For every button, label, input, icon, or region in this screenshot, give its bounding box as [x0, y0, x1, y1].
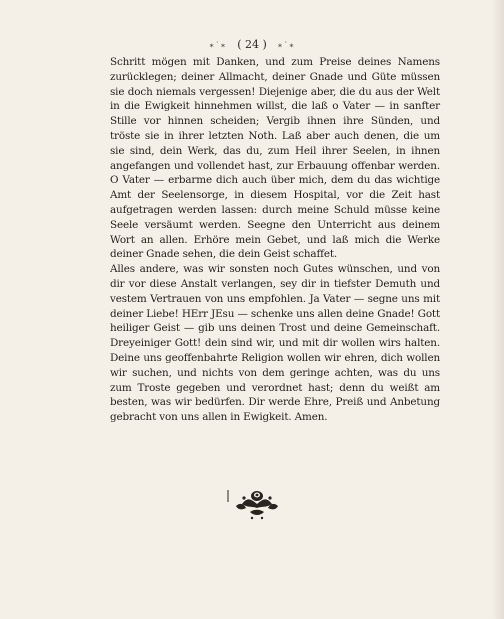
page-edge-shadow [492, 0, 504, 619]
ornament-right: ∗˙∗ [277, 41, 296, 50]
page-number: ( 24 ) [237, 38, 267, 51]
paragraph-1: Schritt mögen mit Danken, und zum Preise deines Namens zurücklegen; deiner Allmacht, deiner Gnade und Güte müssen sie doch niemals vergessen! Diejenige aber, die du aus der Welt in die Ewigkeit hinnehmen willst, die laß o Vater — in sanfter Stille vor hinnen scheiden; Vergib ihnen ihre Sünden, und tröste sie in ihrer letzten Noth. Laß aber auch denen, die um sie sind, dein Werk, das du, zum Heil ihrer Seelen, in ihnen angefangen und vollendet hast, zur Erbauung offenbar werden. O Vater — erbarme dich auch über mich, dem du das wichtige Amt der Seelensorge, in diesem Hospital, vor die Zeit hast aufgetragen werden lassen: durch meine Schuld müsse keine Seele versäumt werden. Seegne den Unterricht aus deinem Wort an allen. Erhöre mein Gebet, und laß mich die Werke deiner Gnade sehen, die dein Geist schaffet. [110, 56, 440, 261]
prayer-text [110, 55, 440, 425]
floral-tailpiece-ornament [222, 482, 292, 522]
paragraph-2: Alles andere, was wir sonsten noch Gutes wünschen, und von dir vor diese Anstalt verlangen, sey dir in tiefster Demuth und vestem Vertrauen von uns empfohlen. Ja Vater — segne uns mit deiner Liebe! HErr JEsu — schenke uns allen deine Gnade! Gott heiliger Geist — gib uns deinen Trost und deine Gemeinschaft. Dreyeiniger Gott! dein sind wir, und mit dir wollen wirs halten. Deine uns geoffenbahrte Religion wollen wir ehren, dich wollen wir suchen, und nichts von dem geringe achten, was du uns zum Troste gegeben und verordnet hast; denn du weißt am besten, was wir bedürfen. Dir werde Ehre, Preiß und Anbetung gebracht von uns allen in Ewigkeit. Amen. [110, 263, 440, 424]
ornament-left: ∗˙∗ [208, 41, 227, 50]
page-header [0, 38, 504, 51]
